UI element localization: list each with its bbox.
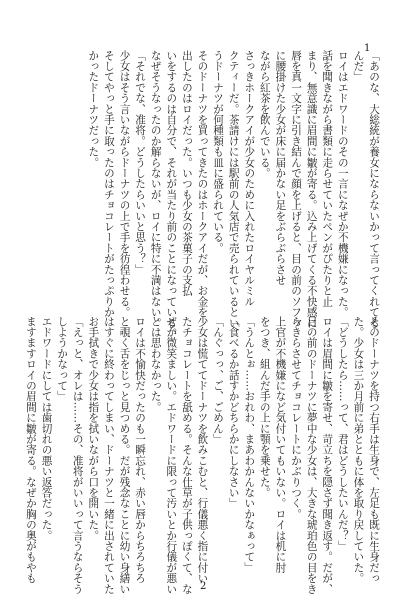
text-block-upper xyxy=(29,50,381,339)
text-line: ロイは眉間に皺を寄せ、苛立ちを隠さず聞き返す。だが、 xyxy=(321,316,334,595)
text-line: 唇を真一文字に引き結んで顔を上げると、目の前のソファ xyxy=(290,50,303,329)
text-line: とは思わなかった。 xyxy=(149,316,162,413)
text-line: かったドーナツだった。 xyxy=(87,50,100,168)
text-line: に腰掛けた少女が床に届かない足をぶらぶらさせ xyxy=(274,50,287,286)
text-line: ながら紅茶を飲んでいる。 xyxy=(258,50,271,179)
page-number-1: 1 xyxy=(364,43,371,54)
page-number-2: 2 xyxy=(200,581,207,592)
text-line: たチョコレートを舐める。そんな仕草が子供っぽくて、な xyxy=(180,316,193,595)
text-line: まり、無意識に眉間に皺が寄る。込み上げてくる不快感に xyxy=(305,50,318,329)
text-line: エドワードにしては歯切れの悪い返答だった。 xyxy=(40,316,53,541)
text-line: 「えっと、オレは……その、准将がいいって言うならそう xyxy=(71,316,84,595)
text-line: なぜそうなったのか解らないが、ロイに特に不満はない。 xyxy=(149,50,162,329)
text-line: さっきホークアイが少女のために入れたロイヤルミル xyxy=(243,50,256,307)
text-line: クティーだ。茶請けには駅前の人気店で売られているとい xyxy=(227,50,240,329)
text-line: らきらさせてチョコレートにかぶりつく。 xyxy=(290,316,303,520)
text-line: 「あのな、大総統が養女にならないかって言ってくれてる xyxy=(368,50,380,329)
text-line: いをするのは自分で、それが当たり前のことになっている。 xyxy=(165,50,178,339)
text-line: そしてやっと手に取ったのはチョコレートがたっぷりか xyxy=(102,50,115,318)
text-line: と覗く舌をじっと見つめる。だが残念なことに幼い身繕い xyxy=(118,316,131,595)
text-line: そのドーナツを持つ右手は生身で、左足も既に生身だっ xyxy=(368,316,380,584)
text-line: うドーナツが何種類も皿に盛られている。 xyxy=(212,50,225,254)
text-line: 目の前のドーナツに夢中な少女は、大きな琥珀色の目をき xyxy=(305,316,318,595)
text-line: 少女は慌ててドーナツを飲みこむと、行儀悪く指に付い xyxy=(196,316,209,584)
text-line: 「うんとぉ……おれわ、まあわかんないかなぁって」 xyxy=(243,316,256,573)
text-line: た。少女は三か月前に弟とともに体を取り戻していた。 xyxy=(352,316,365,584)
text-line: ロイは不愉快だったのも一瞬忘れ、赤い唇からちろちろ xyxy=(134,316,147,584)
text-line: 「それでな、准将。どうしたらいいと思う？」 xyxy=(134,50,147,275)
text-line: 「どうしたら……って、君はどうしたいんだ？」 xyxy=(336,316,349,552)
text-line: をつき、組んだ手の上に顎を乗せた。 xyxy=(258,316,271,498)
text-line: ますますロイの眉間に皺が寄る。なぜか胸の奥がもやも xyxy=(24,316,37,584)
text-line: お手拭きで少女は指を拭いながら口を開いた。 xyxy=(87,316,100,541)
text-line: 「食べるか話すかどちらかにしなさい」 xyxy=(227,316,240,509)
text-line: 上官が不機嫌になど気付いてもいない。ロイは机に肘 xyxy=(274,316,287,573)
text-line: はすぐに終わってしまい、ドーナツと一緒に出されていた xyxy=(102,316,115,595)
text-line: んだ」 xyxy=(352,50,365,83)
text-line: しようかなって」 xyxy=(56,316,69,402)
text-line: 話を聞きながら書類に走らせていたペンがぴたりと止 xyxy=(321,50,334,307)
text-block-lower xyxy=(24,316,381,595)
text-line: 少女はそう言いながらドーナツの上で手を彷徨わせる。 xyxy=(118,50,131,318)
text-line: 出したのはロイだった。いつも少女の茶菓子の支払 xyxy=(180,50,193,297)
text-line: 「んぐっっ、ご、ごめん」 xyxy=(212,316,225,445)
text-line: ぜか微笑ましい。エドワードに限って汚いとか行儀が悪い xyxy=(165,316,178,595)
text-line: そのドーナツを買ってきたのはホークアイだが、お金を xyxy=(196,50,209,318)
text-line: ロイはエドワードのその一言になぜか不機嫌になった。 xyxy=(336,50,349,318)
